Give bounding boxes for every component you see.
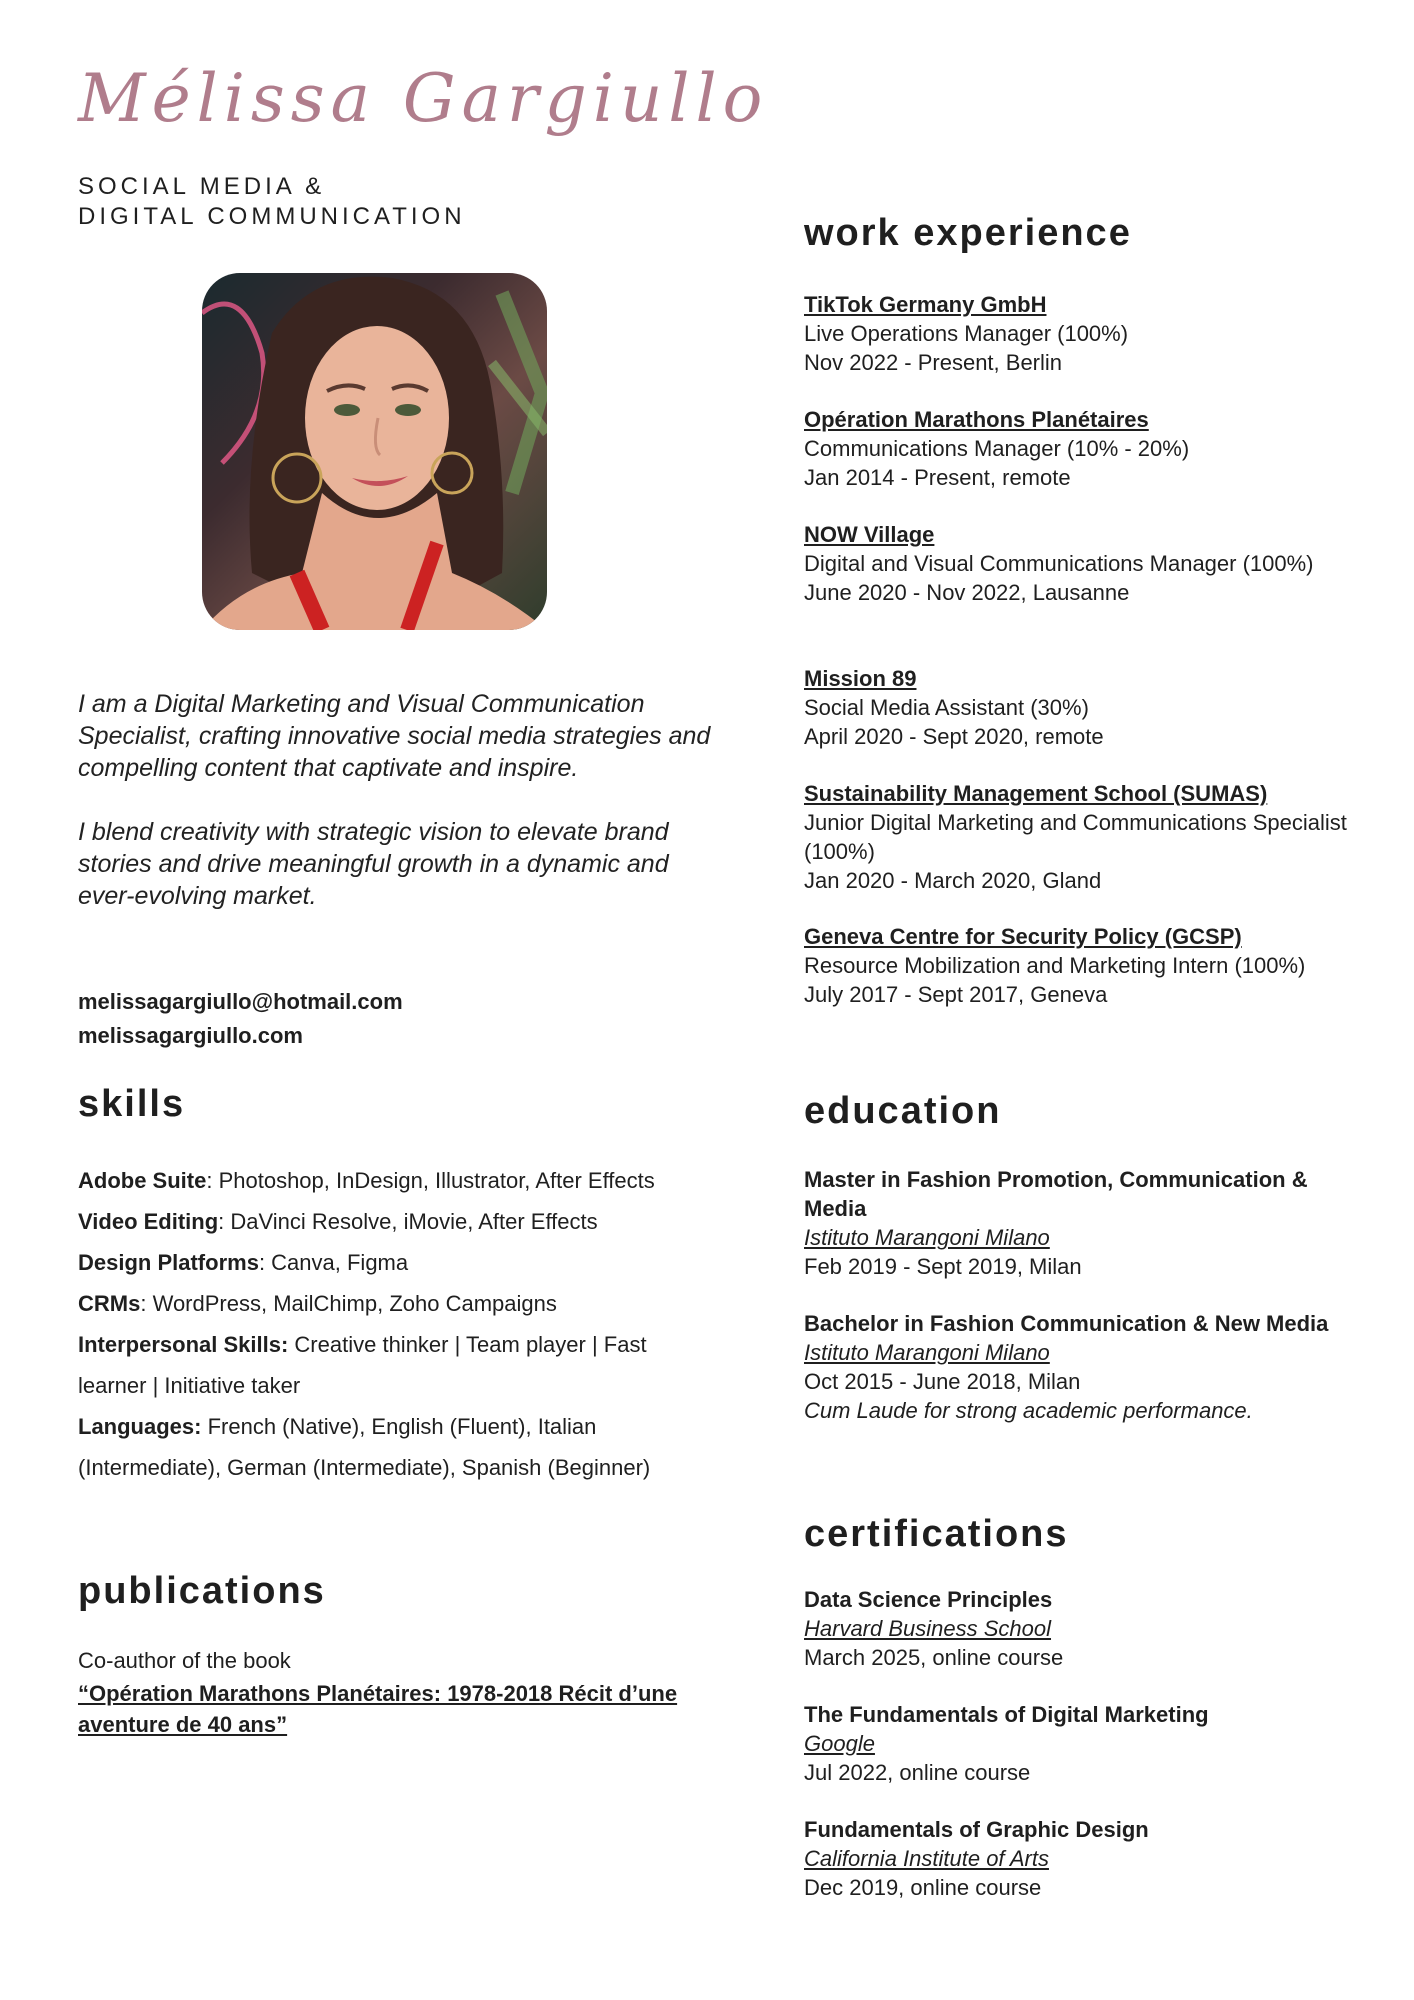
work-dates: June 2020 - Nov 2022, Lausanne (804, 580, 1130, 605)
certification-name: Data Science Principles (804, 1587, 1053, 1612)
publication-book-link[interactable]: “Opération Marathons Planétaires: 1978-2018 Récit d’une aventure de 40 ans” (78, 1681, 678, 1737)
certification-dates: Jul 2022, online course (804, 1760, 1031, 1785)
skill-item: CRMs: WordPress, MailChimp, Zoho Campaigns (78, 1291, 557, 1316)
work-role: Digital and Visual Communications Manager (100%) (804, 551, 1314, 576)
certification-entry (804, 1815, 1364, 1902)
education-note: Cum Laude for strong academic performance. (804, 1398, 1253, 1423)
publication-intro: Co-author of the book (78, 1648, 291, 1673)
job-title (78, 172, 466, 232)
education-heading: education (804, 1090, 1002, 1132)
work-entry (804, 664, 1364, 751)
work-org: NOW Village (804, 522, 935, 547)
profile-photo (202, 273, 547, 630)
certification-dates: March 2025, online course (804, 1645, 1064, 1670)
job-title-line-1: SOCIAL MEDIA & (78, 173, 326, 200)
skill-item: Design Platforms: Canva, Figma (78, 1250, 409, 1275)
work-entry (804, 290, 1364, 377)
work-dates: April 2020 - Sept 2020, remote (804, 724, 1104, 749)
certification-name: Fundamentals of Graphic Design (804, 1817, 1149, 1842)
work-org: Geneva Centre for Security Policy (GCSP) (804, 924, 1242, 949)
work-role: Live Operations Manager (100%) (804, 321, 1129, 346)
work-entry (804, 779, 1364, 895)
contact-info (78, 985, 403, 1053)
work-dates: Nov 2022 - Present, Berlin (804, 350, 1063, 375)
education-institution: Istituto Marangoni Milano (804, 1340, 1050, 1365)
education-dates: Oct 2015 - June 2018, Milan (804, 1369, 1081, 1394)
certification-entry (804, 1585, 1364, 1672)
intro-paragraph-1: I am a Digital Marketing and Visual Communication Specialist, crafting innovative social media strategies and compelling content that captivate and inspire. (78, 690, 711, 782)
skills-heading: skills (78, 1083, 186, 1125)
work-role: Resource Mobilization and Marketing Intern (100%) (804, 953, 1306, 978)
work-experience-heading: work experience (804, 212, 1132, 254)
education-entry (804, 1165, 1364, 1281)
certification-issuer: California Institute of Arts (804, 1846, 1049, 1871)
certification-dates: Dec 2019, online course (804, 1875, 1042, 1900)
publications-heading: publications (78, 1570, 326, 1612)
skill-item: Adobe Suite: Photoshop, InDesign, Illustrator, After Effects (78, 1168, 655, 1193)
work-dates: Jan 2020 - March 2020, Gland (804, 868, 1102, 893)
publication-entry (78, 1645, 738, 1740)
certifications-heading: certifications (804, 1513, 1069, 1555)
portrait-illustration (202, 273, 547, 630)
work-org: Opération Marathons Planétaires (804, 407, 1149, 432)
certification-name: The Fundamentals of Digital Marketing (804, 1702, 1209, 1727)
work-org: TikTok Germany GmbH (804, 292, 1047, 317)
certification-issuer: Harvard Business School (804, 1616, 1052, 1641)
education-institution: Istituto Marangoni Milano (804, 1225, 1050, 1250)
work-entry (804, 405, 1364, 492)
work-entry (804, 520, 1364, 607)
skill-item: Interpersonal Skills: Creative thinker | Team player | Fast learner | Initiative taker (78, 1332, 647, 1398)
certification-issuer: Google (804, 1731, 875, 1756)
work-role: Junior Digital Marketing and Communications Specialist (100%) (804, 810, 1347, 864)
work-dates: Jan 2014 - Present, remote (804, 465, 1071, 490)
education-entry (804, 1309, 1364, 1425)
work-role: Communications Manager (10% - 20%) (804, 436, 1190, 461)
skill-item: Languages: French (Native), English (Fluent), Italian (Intermediate), German (Intermediate), Spanish (Beginner) (78, 1414, 651, 1480)
certification-entry (804, 1700, 1364, 1787)
email-link[interactable]: melissagargiullo@hotmail.com (78, 989, 403, 1014)
education-degree: Bachelor in Fashion Communication & New Media (804, 1311, 1329, 1336)
work-dates: July 2017 - Sept 2017, Geneva (804, 982, 1108, 1007)
work-role: Social Media Assistant (30%) (804, 695, 1089, 720)
skills-list (78, 1160, 718, 1488)
intro-paragraph-2: I blend creativity with strategic vision to elevate brand stories and drive meaningful growth in a dynamic and ever-evolving market. (78, 818, 669, 910)
name-signature: Mélissa Gargiullo (78, 60, 769, 137)
website-link[interactable]: melissagargiullo.com (78, 1023, 303, 1048)
education-degree: Master in Fashion Promotion, Communication & Media (804, 1167, 1308, 1221)
work-org: Mission 89 (804, 666, 917, 691)
education-dates: Feb 2019 - Sept 2019, Milan (804, 1254, 1082, 1279)
work-org: Sustainability Management School (SUMAS) (804, 781, 1268, 806)
work-entry (804, 922, 1364, 1009)
intro-statement (78, 688, 718, 944)
job-title-line-2: DIGITAL COMMUNICATION (78, 203, 466, 230)
skill-item: Video Editing: DaVinci Resolve, iMovie, After Effects (78, 1209, 598, 1234)
